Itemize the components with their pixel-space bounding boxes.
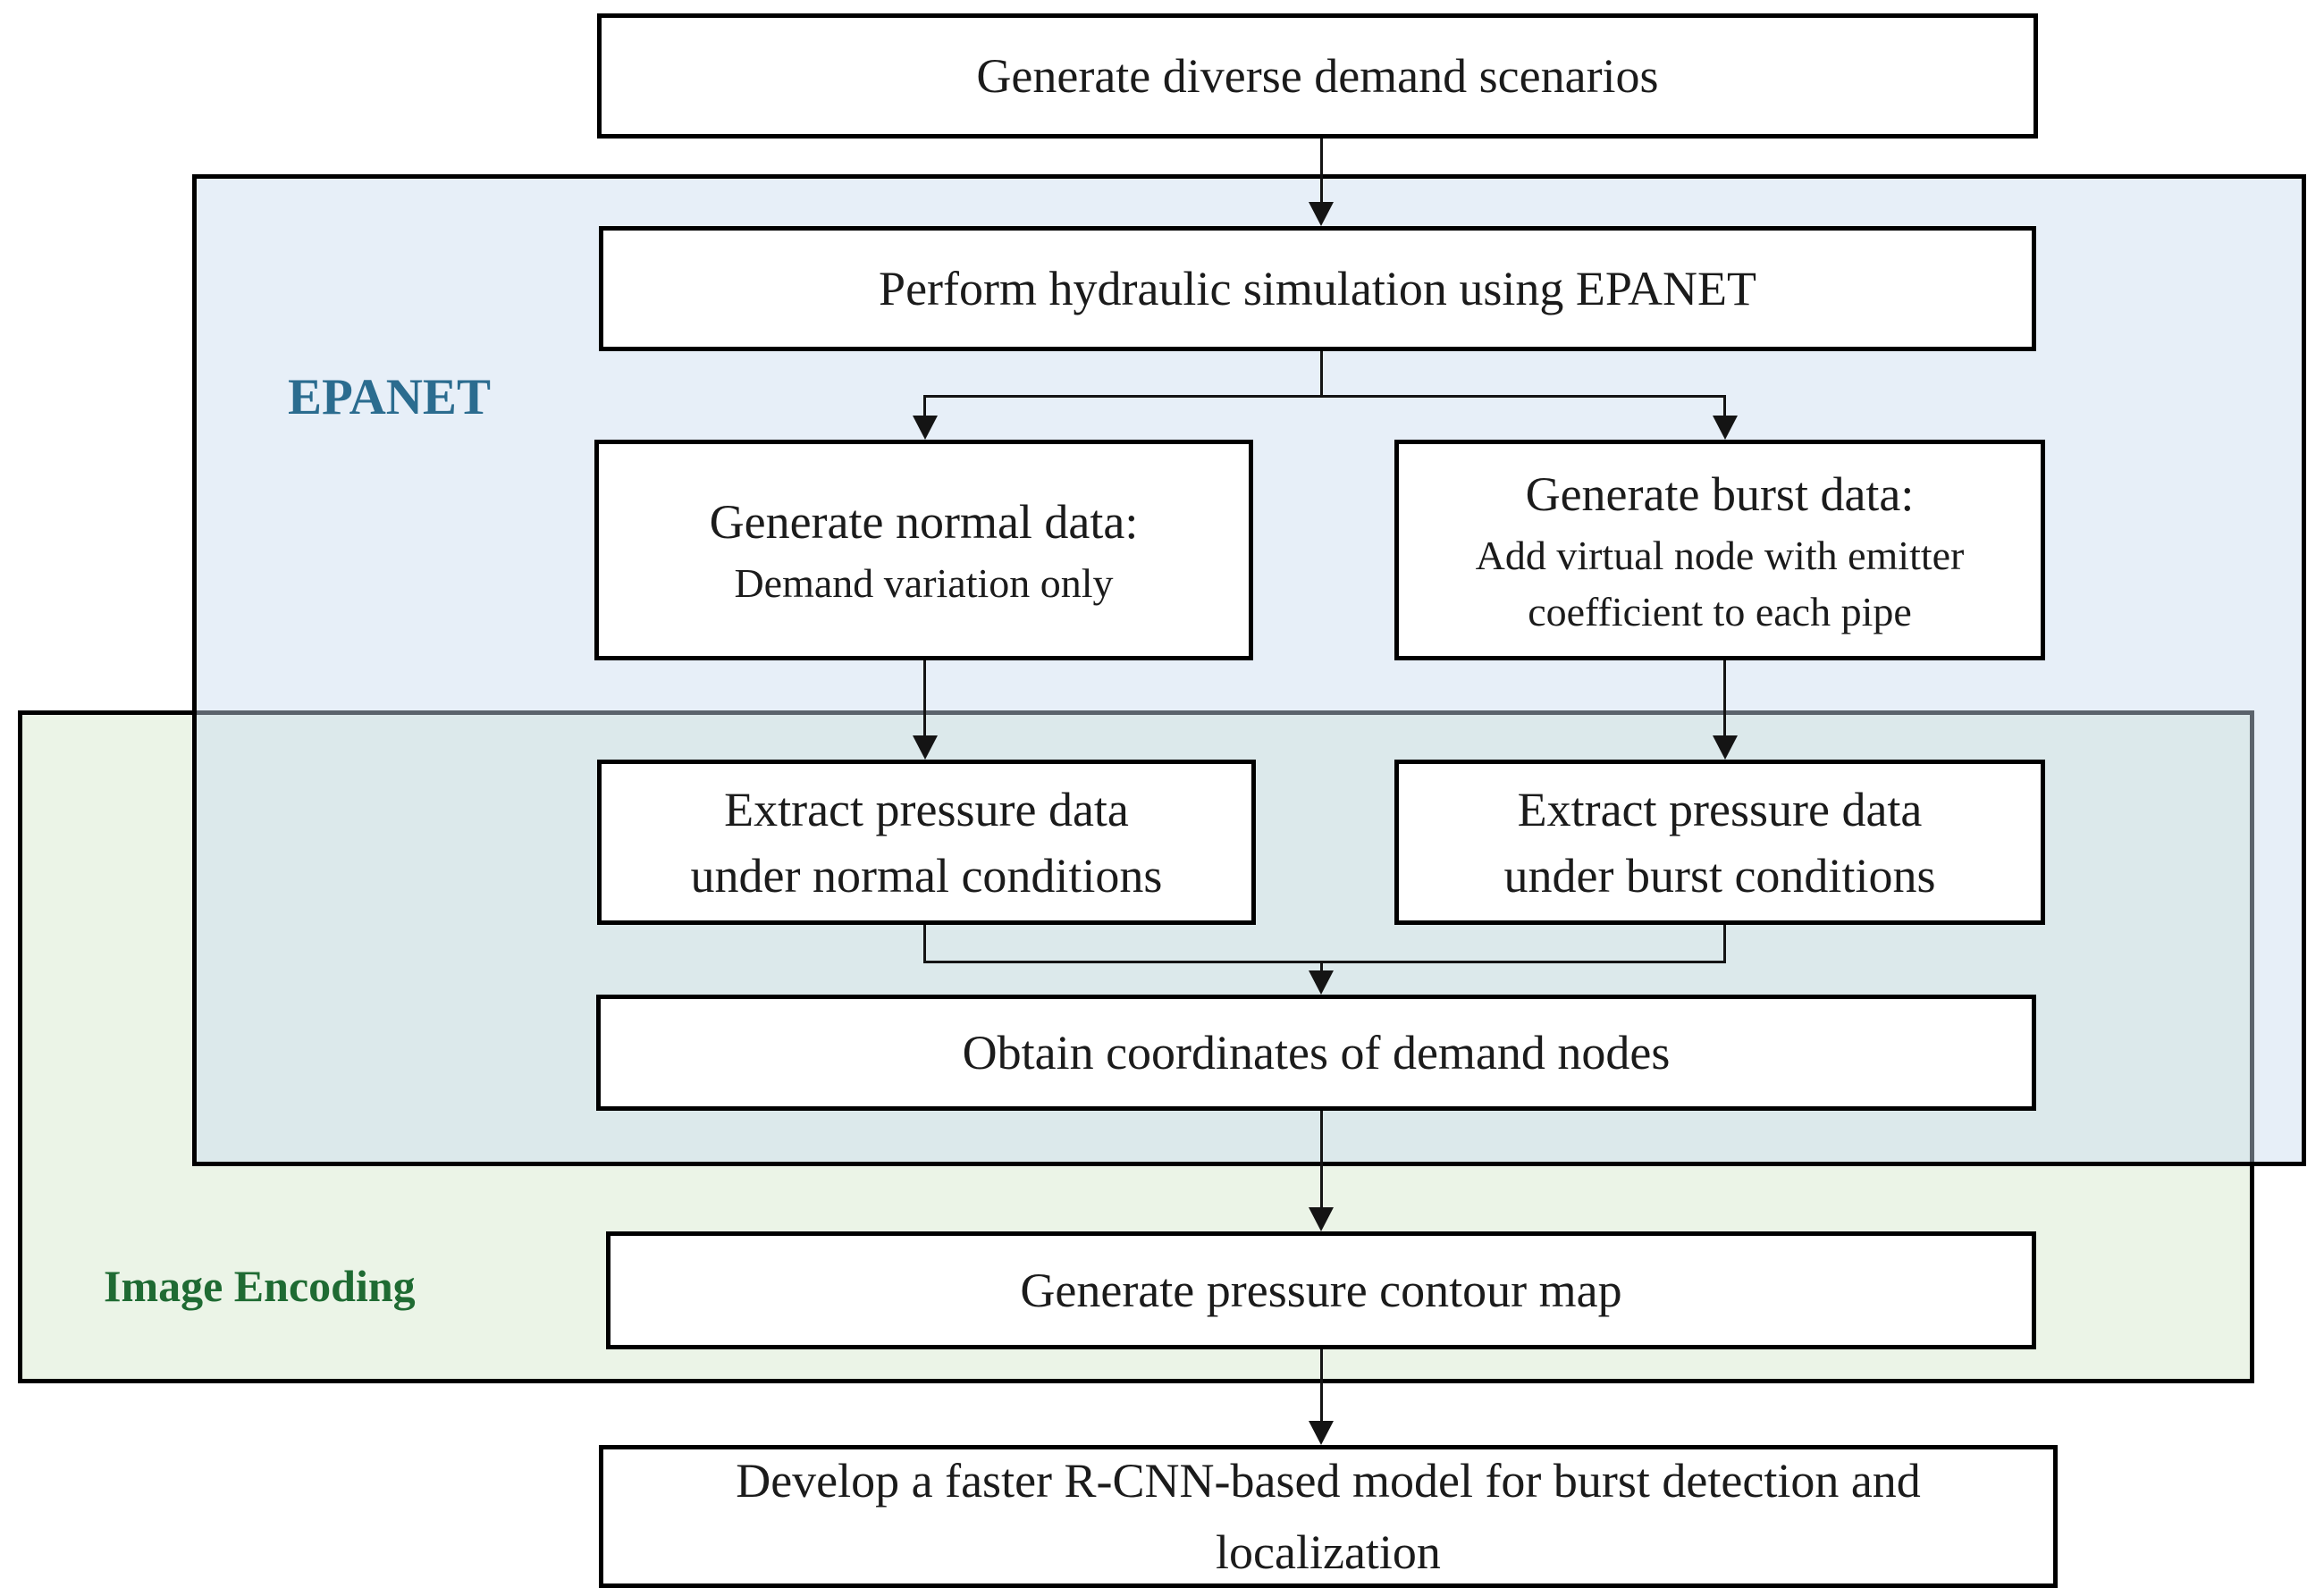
- arrowhead-into-extract-burst: [1713, 735, 1738, 760]
- flow-node-generate-burst-data-line1: Generate burst data:: [1525, 466, 1915, 521]
- flow-node-generate-normal-data-line1: Generate normal data:: [709, 495, 1139, 549]
- flow-node-hydraulic-simulation-text: Perform hydraulic simulation using EPANET: [879, 262, 1756, 315]
- flow-node-extract-pressure-normal-line1: Extract pressure data: [724, 782, 1129, 836]
- flow-node-generate-scenarios-text: Generate diverse demand scenarios: [976, 49, 1659, 103]
- arrowhead-into-normal: [913, 416, 938, 440]
- flow-node-generate-burst-data: [1394, 440, 2045, 660]
- flow-node-extract-pressure-burst: [1394, 760, 2045, 925]
- flow-node-obtain-coordinates: [596, 995, 2036, 1111]
- flow-node-develop-rcnn-model: [599, 1445, 2058, 1588]
- flow-node-develop-rcnn-model-line1: Develop a faster R-CNN-based model for burst detection and: [736, 1454, 1921, 1508]
- arrowhead-into-obtain: [1309, 970, 1334, 995]
- flow-node-pressure-contour-map-text: Generate pressure contour map: [1020, 1264, 1622, 1317]
- flow-node-obtain-coordinates-text: Obtain coordinates of demand nodes: [962, 1026, 1671, 1079]
- arrowhead-into-extract-normal: [913, 735, 938, 760]
- arrowhead-into-develop: [1309, 1421, 1334, 1445]
- flow-node-generate-burst-data-line2: Add virtual node with emitter: [1475, 532, 1965, 578]
- flow-node-generate-normal-data: [594, 440, 1253, 660]
- image-encoding-region-label: Image Encoding: [104, 1261, 416, 1311]
- connector-merge-horizontal: [923, 961, 1726, 963]
- connector-extract-burst-drop: [1723, 925, 1726, 963]
- flow-node-extract-pressure-burst-line1: Extract pressure data: [1517, 782, 1923, 836]
- flow-node-develop-rcnn-model-line2: localization: [1216, 1525, 1441, 1579]
- flow-node-hydraulic-simulation: [599, 226, 2036, 351]
- arrowhead-into-burst: [1713, 416, 1738, 440]
- connector-extract-normal-drop: [923, 925, 926, 963]
- epanet-region-label: EPANET: [288, 369, 491, 425]
- flow-node-generate-scenarios: [597, 13, 2038, 139]
- flow-node-generate-normal-data-line2: Demand variation only: [734, 560, 1114, 606]
- connector-normal-to-extract: [923, 660, 926, 741]
- connector-obtain-to-contour: [1320, 1111, 1323, 1211]
- flow-node-extract-pressure-normal: [597, 760, 1256, 925]
- flow-node-extract-pressure-burst-line2: under burst conditions: [1503, 848, 1936, 903]
- arrowhead-into-simulate: [1309, 202, 1334, 226]
- connector-simulate-split-stem: [1320, 351, 1323, 398]
- connector-split-horizontal: [923, 395, 1726, 398]
- arrowhead-into-contour: [1309, 1207, 1334, 1231]
- flow-node-generate-burst-data-line3: coefficient to each pipe: [1528, 588, 1912, 634]
- flow-node-extract-pressure-normal-line2: under normal conditions: [690, 848, 1163, 903]
- flow-node-pressure-contour-map: [606, 1231, 2036, 1349]
- connector-scenarios-to-simulate: [1320, 139, 1323, 208]
- connector-contour-to-develop: [1320, 1349, 1323, 1425]
- connector-burst-to-extract: [1723, 660, 1726, 741]
